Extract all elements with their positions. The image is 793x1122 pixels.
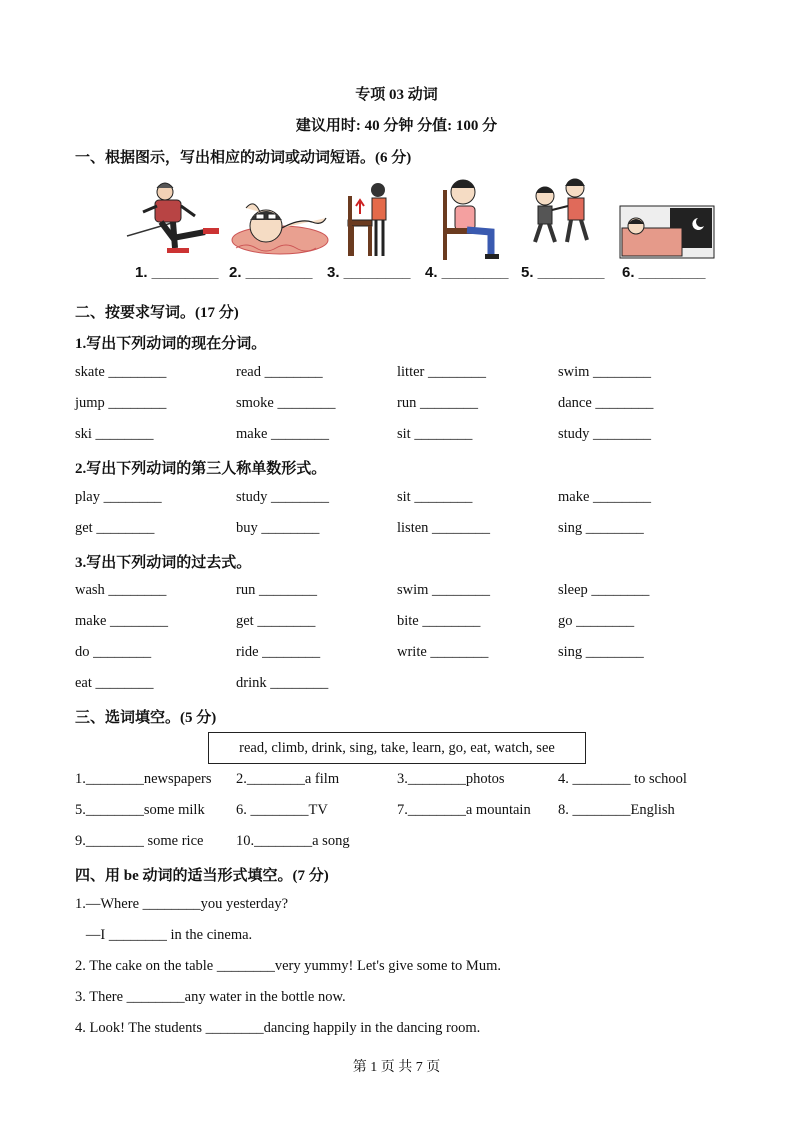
word-item: sit ________	[397, 426, 473, 442]
word-item: ride ________	[236, 644, 321, 660]
fill-item: 10.________a song	[236, 833, 350, 849]
section3-heading: 三、选词填空。(5 分)	[75, 710, 217, 726]
part3-row	[75, 675, 735, 697]
word-item: play ________	[75, 489, 162, 505]
word-item: study ________	[236, 489, 330, 505]
part2-row	[75, 489, 735, 511]
fill-item: 6. ________TV	[236, 802, 328, 818]
part1-row	[75, 395, 735, 417]
word-bank-box: read, climb, drink, sing, take, learn, go, eat, watch, see	[208, 732, 586, 764]
fill-item: 7.________a mountain	[397, 802, 531, 818]
word-item: ski ________	[75, 426, 154, 442]
word-item: write ________	[397, 644, 489, 660]
word-item: swim ________	[397, 582, 491, 598]
fill-item: 2.________a film	[236, 771, 340, 787]
chair-arrow-image	[340, 178, 400, 264]
word-item: get ________	[236, 613, 316, 629]
skating-boy-image	[125, 178, 225, 264]
word-item: go ________	[558, 613, 635, 629]
picture-label-2: 2. ________	[229, 264, 313, 281]
word-item: wash ________	[75, 582, 167, 598]
part1-row	[75, 426, 735, 448]
word-item: buy ________	[236, 520, 320, 536]
word-item: make ________	[75, 613, 169, 629]
fill-item: 9.________ some rice	[75, 833, 204, 849]
swimming-boy-image	[230, 178, 330, 264]
picture-label-6: 6. ________	[622, 264, 706, 281]
picture-label-3: 3. ________	[327, 264, 411, 281]
word-item: eat ________	[75, 675, 154, 691]
picture-row	[125, 178, 720, 290]
word-item: jump ________	[75, 395, 167, 411]
fill-item: 1.________newspapers	[75, 771, 212, 787]
fill-item: 4. ________ to school	[558, 771, 687, 787]
word-item: skate ________	[75, 364, 167, 380]
word-item: litter ________	[397, 364, 487, 380]
word-item: make ________	[236, 426, 330, 442]
word-item: listen ________	[397, 520, 491, 536]
question-line: 3. There ________any water in the bottle now.	[75, 989, 346, 1005]
part3-row	[75, 644, 735, 666]
word-item: sleep ________	[558, 582, 650, 598]
fill-item: 8. ________English	[558, 802, 675, 818]
section2-part2-heading: 2.写出下列动词的第三人称单数形式。	[75, 461, 327, 477]
word-item: swim ________	[558, 364, 652, 380]
word-item: smoke ________	[236, 395, 336, 411]
sitting-boy-image	[437, 178, 507, 264]
section2-part1-heading: 1.写出下列动词的现在分词。	[75, 336, 267, 352]
sleeping-child-image	[618, 178, 718, 264]
word-item: make ________	[558, 489, 652, 505]
part2-row	[75, 520, 735, 542]
fill-item: 3.________photos	[397, 771, 505, 787]
fill-row	[75, 833, 735, 855]
word-item: get ________	[75, 520, 155, 536]
word-item: dance ________	[558, 395, 654, 411]
part1-row	[75, 364, 735, 386]
word-item: read ________	[236, 364, 323, 380]
question-line: 1.—Where ________you yesterday?	[75, 896, 289, 912]
section4-heading: 四、用 be 动词的适当形式填空。(7 分)	[75, 868, 329, 884]
page-number: 第 1 页 共 7 页	[352, 1060, 441, 1075]
page-title: 专项 03 动词	[355, 87, 438, 103]
word-item: drink ________	[236, 675, 329, 691]
section1-heading: 一、根据图示，写出相应的动词或动词短语。(6 分)	[75, 150, 412, 166]
word-item: sing ________	[558, 644, 644, 660]
word-item: study ________	[558, 426, 652, 442]
picture-label-1: 1. ________	[135, 264, 219, 281]
fill-item: 5.________some milk	[75, 802, 205, 818]
question-line: 2. The cake on the table ________very yummy! Let's give some to Mum.	[75, 958, 501, 974]
picture-label-4: 4. ________	[425, 264, 509, 281]
fill-row	[75, 771, 735, 793]
part3-row	[75, 582, 735, 604]
question-line: —I ________ in the cinema.	[75, 927, 253, 943]
word-item: run ________	[236, 582, 317, 598]
section2-part3-heading: 3.写出下列动词的过去式。	[75, 555, 252, 571]
section2-heading: 二、按要求写词。(17 分)	[75, 305, 239, 321]
part3-row	[75, 613, 735, 635]
picture-label-5: 5. ________	[521, 264, 605, 281]
dancing-children-image	[525, 178, 605, 264]
fill-row	[75, 802, 735, 824]
page-subtitle: 建议用时: 40 分钟 分值: 100 分	[295, 118, 498, 134]
word-item: run ________	[397, 395, 478, 411]
word-item: do ________	[75, 644, 152, 660]
word-item: sing ________	[558, 520, 644, 536]
word-item: bite ________	[397, 613, 481, 629]
word-item: sit ________	[397, 489, 473, 505]
question-line: 4. Look! The students ________dancing happily in the dancing room.	[75, 1020, 481, 1036]
